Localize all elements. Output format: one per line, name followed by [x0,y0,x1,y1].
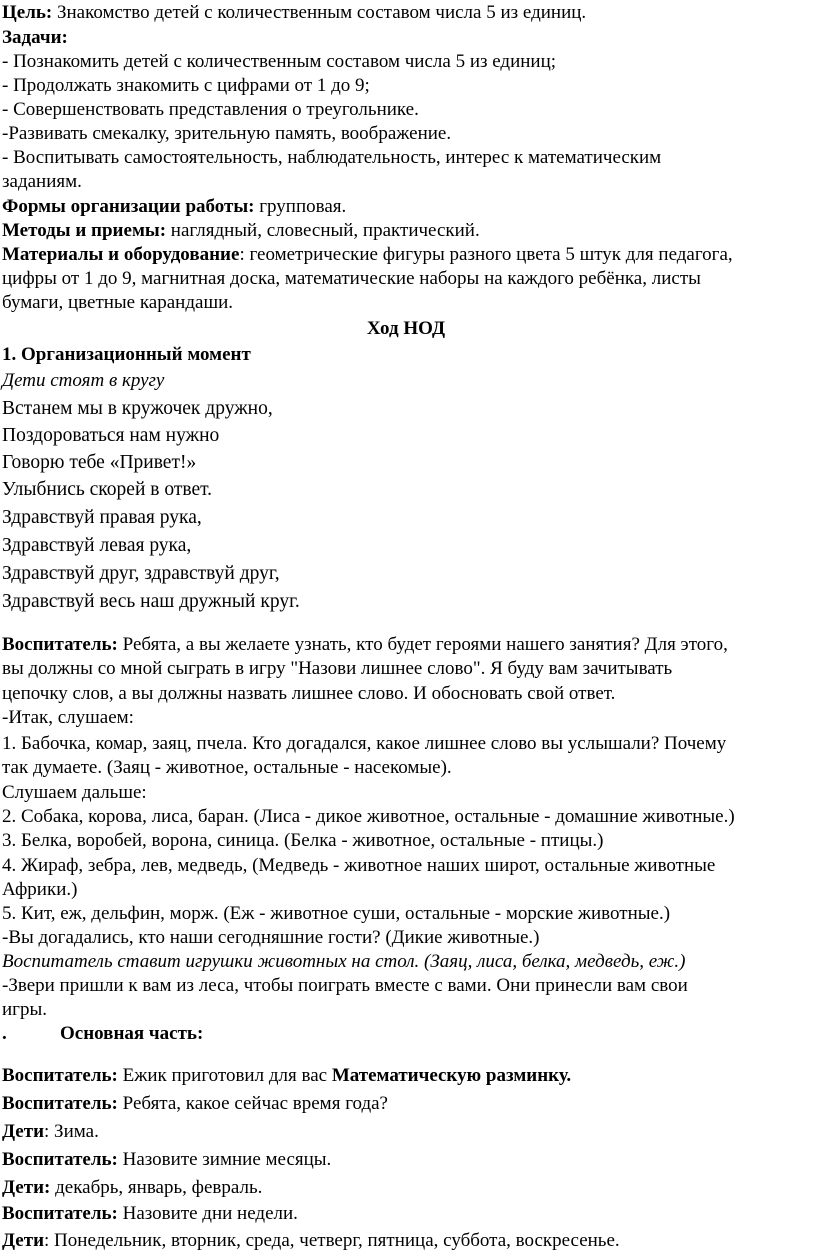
goal-text: Знакомство детей с количественным составом числа 5 из единиц. [52,2,587,23]
dialogue-line: -Итак, слушаем: [2,707,134,728]
dialogue-line: игры. [2,999,47,1020]
dialogue-line: Воспитатель: Назовите зимние месяцы. [2,1149,332,1170]
forms-text: групповая. [254,196,347,217]
poem-line: Здравствуй весь наш дружный круг. [2,591,300,612]
riddle-line: 5. Кит, еж, дельфин, морж. (Еж - животное суши, остальные - морские животные.) [2,903,671,924]
task-item: - Совершенствовать представления о треугольнике. [2,99,419,120]
section2-marker: . [2,1023,7,1044]
speaker-label: Воспитатель: [2,634,118,655]
poem-line: Говорю тебе «Привет!» [2,452,197,473]
speaker-label: Дети: [2,1177,51,1198]
poem-line: Здравствуй левая рука, [2,535,192,556]
task-item: - Воспитывать самостоятельность, наблюдательность, интерес к математическим [2,147,662,168]
poem-line: Улыбнись скорей в ответ. [2,479,213,500]
speaker-label: Дети [2,1121,45,1142]
dialogue-line: Воспитатель: Ребята, какое сейчас время года? [2,1093,388,1114]
dialogue-line: Слушаем дальше: [2,782,147,803]
course-title: Ход НОД [366,318,446,339]
materials-label: Материалы и оборудование [2,244,240,265]
speaker-label: Дети [2,1230,45,1251]
riddle-line: так думаете. (Заяц - животное, остальные - насекомые). [2,757,452,778]
goal-line [2,2,586,24]
poem-line: Здравствуй правая рука, [2,507,202,528]
section1-heading: 1. Организационный момент [2,344,251,365]
methods-line [2,220,480,242]
dialogue-line: Воспитатель: Ребята, а вы желаете узнать, кто будет героями нашего занятия? Для этого, [2,634,728,655]
speaker-label: Воспитатель: [2,1149,118,1170]
riddle-line: 1. Бабочка, комар, заяц, пчела. Кто догадался, какое лишнее слово вы услышали? Почему [2,733,727,754]
methods-text: наглядный, словесный, практический. [166,220,480,241]
task-item: - Продолжать знакомить с цифрами от 1 до 9; [2,75,370,96]
poem-line: Встанем мы в кружочек дружно, [2,398,273,419]
task-item: -Развивать смекалку, зрительную память, воображение. [2,123,452,144]
materials-text: : геометрические фигуры разного цвета 5 штук для педагога, [239,244,733,265]
speaker-label: Воспитатель: [2,1203,118,1224]
materials-line [2,244,733,266]
speaker-label: Воспитатель: [2,1065,118,1086]
task-item: - Познакомить детей с количественным составом числа 5 из единиц; [2,51,557,72]
materials-line-2: цифры от 1 до 9, магнитная доска, математические наборы на каждого ребёнка, листы [2,268,701,289]
dialogue-line: -Звери пришли к вам из леса, чтобы поиграть вместе с вами. Они принесли вам свои [2,975,688,996]
poem-line: Здравствуй друг, здравствуй друг, [2,563,280,584]
dialogue-line: вы должны со мной сыграть в игру "Назови лишнее слово". Я буду вам зачитывать [2,658,673,679]
dialogue-line: Дети: декабрь, январь, февраль. [2,1177,263,1198]
stage-direction: Воспитатель ставит игрушки животных на стол. (Заяц, лиса, белка, медведь, еж.) [2,951,686,972]
forms-label: Формы организации работы: [2,196,255,217]
forms-line [2,196,346,218]
methods-label: Методы и приемы: [2,220,167,241]
riddle-line: Африки.) [2,879,78,900]
riddle-line: 4. Жираф, зебра, лев, медведь, (Медведь - животное наших широт, остальные животные [2,855,716,876]
dialogue-line: Дети: Понедельник, вторник, среда, четверг, пятница, суббота, воскресенье. [2,1230,620,1251]
task-item: заданиям. [2,171,82,192]
materials-line-3: бумаги, цветные карандаши. [2,292,233,313]
speaker-label: Воспитатель: [2,1093,118,1114]
warmup-title: Математическую разминку. [331,1065,572,1086]
stage-note: Дети стоят в кругу [2,370,165,391]
dialogue-line: -Вы догадались, кто наши сегодняшние гости? (Дикие животные.) [2,927,540,948]
dialogue-line: Воспитатель: Ежик приготовил для вас Математическую разминку. [2,1065,572,1086]
riddle-line: 3. Белка, воробей, ворона, синица. (Белка - животное, остальные - птицы.) [2,830,604,851]
riddle-line: 2. Собака, корова, лиса, баран. (Лиса - дикое животное, остальные - домашние животные.) [2,806,735,827]
dialogue-line: Дети: Зима. [2,1121,99,1142]
section2-heading: Основная часть: [60,1023,204,1044]
dialogue-line: Воспитатель: Назовите дни недели. [2,1203,298,1224]
dialogue-line: цепочку слов, а вы должны назвать лишнее слово. И обосновать свой ответ. [2,683,616,704]
tasks-label: Задачи: [2,27,68,48]
poem-line: Поздороваться нам нужно [2,425,220,446]
goal-label: Цель: [2,2,53,23]
